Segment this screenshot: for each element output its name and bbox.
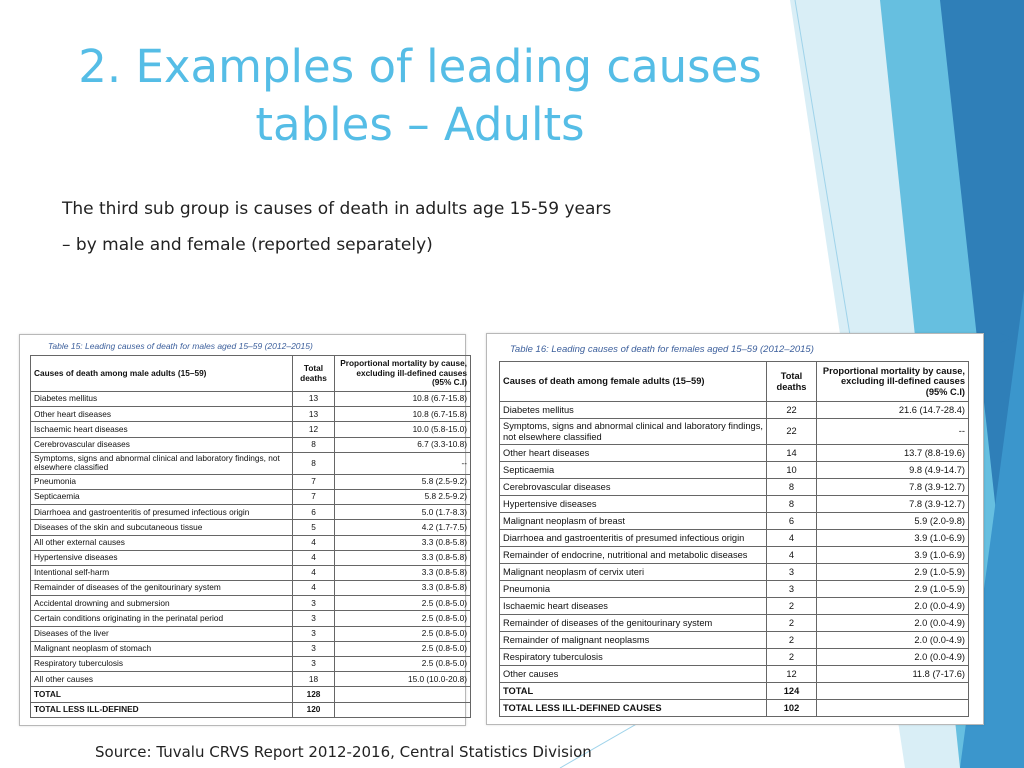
cell-pm: 9.8 (4.9-14.7)	[817, 462, 969, 479]
cell-deaths: 2	[767, 598, 817, 615]
cell-pm: 3.9 (1.0-6.9)	[817, 530, 969, 547]
cell-deaths: 3	[293, 596, 335, 611]
table-row	[31, 626, 471, 641]
cell-pm: 2.0 (0.0-4.9)	[817, 598, 969, 615]
cell-cause: Malignant neoplasm of stomach	[31, 641, 293, 656]
table-row	[500, 496, 969, 513]
cell-cause: Hypertensive diseases	[31, 550, 293, 565]
cell-deaths: 7	[293, 474, 335, 489]
slide-title-line1: 2. Examples of leading causes	[78, 40, 762, 93]
cell-deaths: 22	[767, 402, 817, 419]
cell-pm: 2.0 (0.0-4.9)	[817, 615, 969, 632]
cell-deaths: 10	[767, 462, 817, 479]
cell-cause: Ischaemic heart diseases	[31, 422, 293, 437]
male-table-panel	[19, 334, 466, 726]
cell-pm: 3.3 (0.8-5.8)	[335, 565, 471, 580]
table-row	[31, 611, 471, 626]
cell-deaths: 8	[293, 437, 335, 452]
cell-cause: Septicaemia	[500, 462, 767, 479]
cell-pm: 21.6 (14.7-28.4)	[817, 402, 969, 419]
cell-deaths: 6	[767, 513, 817, 530]
cell-deaths: 120	[293, 702, 335, 717]
table-row	[31, 550, 471, 565]
cell-cause: Cerebrovascular diseases	[31, 437, 293, 452]
table-row	[500, 598, 969, 615]
cell-pm: --	[335, 452, 471, 474]
table-row	[31, 505, 471, 520]
cell-pm: 11.8 (7-17.6)	[817, 666, 969, 683]
male-table	[30, 355, 471, 718]
total-row	[500, 700, 969, 717]
cell-cause: Diseases of the liver	[31, 626, 293, 641]
cell-deaths: 3	[293, 657, 335, 672]
female-table-panel	[486, 333, 984, 725]
cell-cause: Remainder of malignant neoplasms	[500, 632, 767, 649]
cell-cause: Cerebrovascular diseases	[500, 479, 767, 496]
cell-cause: Pneumonia	[500, 581, 767, 598]
cell-cause: TOTAL	[31, 687, 293, 702]
table-row	[500, 615, 969, 632]
table-row	[500, 462, 969, 479]
cell-cause: All other external causes	[31, 535, 293, 550]
table-row	[31, 641, 471, 656]
table-row	[500, 666, 969, 683]
cell-pm: 3.3 (0.8-5.8)	[335, 550, 471, 565]
cell-cause: Remainder of endocrine, nutritional and metabolic diseases	[500, 547, 767, 564]
slide-title-line2: tables – Adults	[255, 98, 585, 151]
cell-deaths: 12	[767, 666, 817, 683]
cell-pm: 2.5 (0.8-5.0)	[335, 657, 471, 672]
cell-cause: Diabetes mellitus	[31, 392, 293, 407]
table-row	[31, 422, 471, 437]
slide-title	[60, 38, 780, 154]
cell-pm: 5.0 (1.7-8.3)	[335, 505, 471, 520]
cell-deaths: 13	[293, 407, 335, 422]
female-col-cause: Causes of death among female adults (15–59)	[500, 362, 767, 402]
table-row	[500, 445, 969, 462]
cell-pm: 2.5 (0.8-5.0)	[335, 641, 471, 656]
cell-pm: 2.5 (0.8-5.0)	[335, 611, 471, 626]
cell-pm: 10.0 (5.8-15.0)	[335, 422, 471, 437]
table-row	[31, 520, 471, 535]
cell-cause: Other heart diseases	[500, 445, 767, 462]
table-row	[500, 479, 969, 496]
cell-pm: 5.8 (2.5-9.2)	[335, 474, 471, 489]
cell-deaths: 4	[767, 547, 817, 564]
cell-deaths: 102	[767, 700, 817, 717]
cell-deaths: 4	[767, 530, 817, 547]
cell-pm	[817, 700, 969, 717]
cell-pm: 3.3 (0.8-5.8)	[335, 581, 471, 596]
cell-deaths: 3	[293, 611, 335, 626]
female-table-caption: Table 16: Leading causes of death for females aged 15–59 (2012–2015)	[510, 344, 814, 355]
male-col-deaths: Total deaths	[293, 356, 335, 392]
table-row	[31, 596, 471, 611]
cell-deaths: 4	[293, 550, 335, 565]
cell-deaths: 4	[293, 565, 335, 580]
cell-cause: Remainder of diseases of the genitourinary system	[31, 581, 293, 596]
table-row	[500, 530, 969, 547]
cell-deaths: 3	[767, 564, 817, 581]
cell-cause: Malignant neoplasm of cervix uteri	[500, 564, 767, 581]
table-row	[500, 402, 969, 419]
table-row	[31, 474, 471, 489]
cell-deaths: 8	[767, 479, 817, 496]
cell-deaths: 128	[293, 687, 335, 702]
cell-deaths: 18	[293, 672, 335, 687]
cell-deaths: 5	[293, 520, 335, 535]
cell-deaths: 3	[767, 581, 817, 598]
cell-deaths: 7	[293, 489, 335, 504]
table-row	[31, 452, 471, 474]
cell-pm: 2.5 (0.8-5.0)	[335, 626, 471, 641]
cell-pm: 15.0 (10.0-20.8)	[335, 672, 471, 687]
cell-pm: 5.8 2.5-9.2)	[335, 489, 471, 504]
cell-cause: Respiratory tuberculosis	[31, 657, 293, 672]
cell-cause: Ischaemic heart diseases	[500, 598, 767, 615]
table-row	[500, 632, 969, 649]
cell-pm: 5.9 (2.0-9.8)	[817, 513, 969, 530]
body-text-line1: The third sub group is causes of death in adults age 15-59 years	[62, 199, 612, 219]
cell-cause: Diarrhoea and gastroenteritis of presumed infectious origin	[31, 505, 293, 520]
table-row	[31, 565, 471, 580]
table-row	[500, 419, 969, 445]
cell-deaths: 3	[293, 626, 335, 641]
cell-pm: --	[817, 419, 969, 445]
male-col-cause: Causes of death among male adults (15–59)	[31, 356, 293, 392]
cell-cause: Septicaemia	[31, 489, 293, 504]
cell-deaths: 2	[767, 649, 817, 666]
cell-cause: Other heart diseases	[31, 407, 293, 422]
cell-cause: Respiratory tuberculosis	[500, 649, 767, 666]
cell-pm: 13.7 (8.8-19.6)	[817, 445, 969, 462]
cell-cause: Symptoms, signs and abnormal clinical and laboratory findings, not elsewhere classified	[31, 452, 293, 474]
cell-pm: 10.8 (6.7-15.8)	[335, 407, 471, 422]
cell-cause: Hypertensive diseases	[500, 496, 767, 513]
cell-pm: 10.8 (6.7-15.8)	[335, 392, 471, 407]
cell-cause: Diseases of the skin and subcutaneous tissue	[31, 520, 293, 535]
cell-deaths: 14	[767, 445, 817, 462]
cell-cause: Certain conditions originating in the perinatal period	[31, 611, 293, 626]
cell-deaths: 2	[767, 615, 817, 632]
table-row	[500, 581, 969, 598]
total-row	[31, 687, 471, 702]
cell-cause: Pneumonia	[31, 474, 293, 489]
cell-deaths: 4	[293, 535, 335, 550]
cell-cause: Intentional self-harm	[31, 565, 293, 580]
female-col-deaths: Total deaths	[767, 362, 817, 402]
table-row	[31, 392, 471, 407]
total-row	[31, 702, 471, 717]
cell-cause: Diabetes mellitus	[500, 402, 767, 419]
cell-deaths: 124	[767, 683, 817, 700]
table-row	[31, 672, 471, 687]
cell-pm: 2.0 (0.0-4.9)	[817, 632, 969, 649]
female-col-pm: Proportional mortality by cause, excluding ill-defined causes (95% C.I)	[817, 362, 969, 402]
cell-cause: Symptoms, signs and abnormal clinical and laboratory findings, not elsewhere classified	[500, 419, 767, 445]
cell-pm: 2.0 (0.0-4.9)	[817, 649, 969, 666]
cell-pm: 2.9 (1.0-5.9)	[817, 581, 969, 598]
cell-deaths: 6	[293, 505, 335, 520]
cell-pm: 6.7 (3.3-10.8)	[335, 437, 471, 452]
male-col-pm: Proportional mortality by cause, excluding ill-defined causes (95% C.I)	[335, 356, 471, 392]
cell-cause: Accidental drowning and submersion	[31, 596, 293, 611]
cell-deaths: 4	[293, 581, 335, 596]
total-row	[500, 683, 969, 700]
cell-pm: 7.8 (3.9-12.7)	[817, 479, 969, 496]
cell-deaths: 2	[767, 632, 817, 649]
cell-cause: TOTAL LESS ILL-DEFINED CAUSES	[500, 700, 767, 717]
table-row	[500, 564, 969, 581]
cell-cause: Malignant neoplasm of breast	[500, 513, 767, 530]
cell-deaths: 8	[767, 496, 817, 513]
cell-pm	[335, 702, 471, 717]
cell-cause: TOTAL	[500, 683, 767, 700]
cell-cause: Remainder of diseases of the genitourinary system	[500, 615, 767, 632]
cell-deaths: 22	[767, 419, 817, 445]
cell-pm	[817, 683, 969, 700]
female-table	[499, 361, 969, 717]
cell-deaths: 8	[293, 452, 335, 474]
cell-pm	[335, 687, 471, 702]
cell-cause: Diarrhoea and gastroenteritis of presumed infectious origin	[500, 530, 767, 547]
body-text-line2: – by male and female (reported separately)	[62, 235, 433, 255]
table-row	[500, 649, 969, 666]
cell-pm: 7.8 (3.9-12.7)	[817, 496, 969, 513]
source-note: Source: Tuvalu CRVS Report 2012-2016, Central Statistics Division	[95, 743, 592, 761]
cell-cause: All other causes	[31, 672, 293, 687]
table-row	[31, 407, 471, 422]
cell-deaths: 3	[293, 641, 335, 656]
table-row	[31, 437, 471, 452]
table-row	[31, 535, 471, 550]
cell-pm: 3.3 (0.8-5.8)	[335, 535, 471, 550]
cell-pm: 2.5 (0.8-5.0)	[335, 596, 471, 611]
table-row	[500, 513, 969, 530]
table-row	[31, 489, 471, 504]
table-row	[31, 581, 471, 596]
table-row	[500, 547, 969, 564]
male-table-caption: Table 15: Leading causes of death for males aged 15–59 (2012–2015)	[48, 341, 313, 351]
cell-deaths: 13	[293, 392, 335, 407]
cell-cause: Other causes	[500, 666, 767, 683]
cell-pm: 3.9 (1.0-6.9)	[817, 547, 969, 564]
cell-pm: 4.2 (1.7-7.5)	[335, 520, 471, 535]
cell-cause: TOTAL LESS ILL-DEFINED	[31, 702, 293, 717]
cell-deaths: 12	[293, 422, 335, 437]
cell-pm: 2.9 (1.0-5.9)	[817, 564, 969, 581]
table-row	[31, 657, 471, 672]
